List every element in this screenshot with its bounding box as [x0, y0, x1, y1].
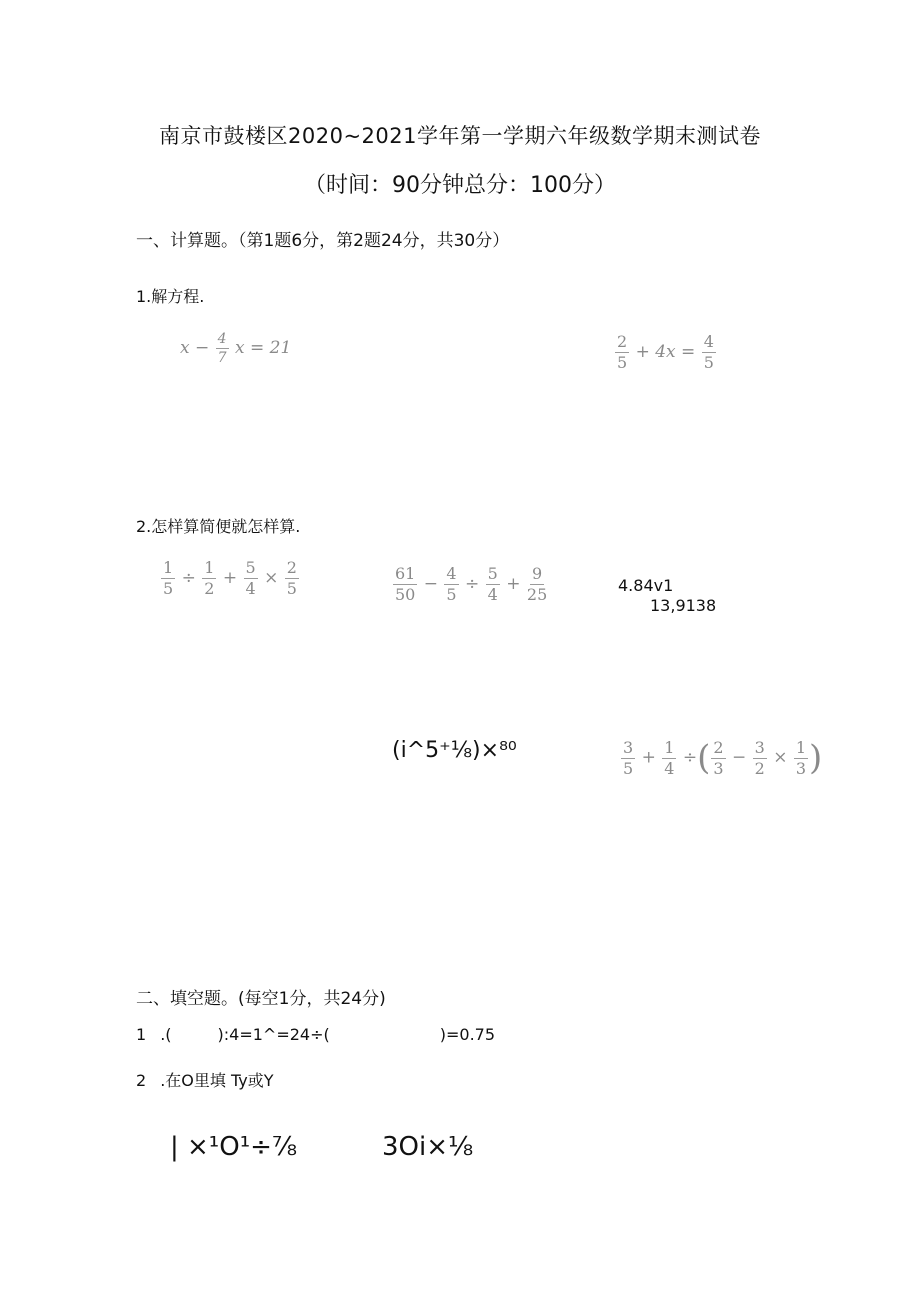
exam-info: （时间：90分钟总分：100分） — [304, 173, 616, 198]
question-1-label: 1.解方程. — [136, 287, 205, 306]
expression-3-line-2: 13,9138 — [650, 596, 717, 615]
compare-expression-1: | ×¹O¹÷⅞ — [170, 1132, 298, 1162]
expression-1: $\frac{1}{5}$ ÷ $\frac{1}{2}$ + $\frac{5}{4}$ × $\frac{2}{5}$ — [163, 558, 297, 598]
equation-1: x − $\frac{4}{7}$ x = 21 — [180, 331, 292, 366]
question-2-label: 2.怎样算简便就怎样算. — [136, 517, 301, 536]
section-2-heading: 二、填空题。(每空1分，共24分) — [136, 989, 386, 1009]
fill-question-1: 1 .( ):4=1^=24÷( )=0.75 — [136, 1025, 496, 1044]
expression-3-line-1: 4.84v1 — [618, 576, 674, 595]
equation-2: $\frac{2}{5}$ + 4x = $\frac{4}{5}$ — [617, 332, 714, 372]
section-1-heading: 一、计算题。（第1题6分，第2题24分，共30分） — [136, 231, 510, 251]
expression-5: $\frac{3}{5}$ + $\frac{1}{4}$ ÷( $\frac{2}{3}$ − $\frac{3}{2}$ × $\frac{1}{3}$ ) — [623, 737, 823, 778]
page-title: 南京市鼓楼区2020~2021学年第一学期六年级数学期末测试卷 — [159, 124, 761, 148]
compare-expression-2: 3Oi×⅛ — [382, 1132, 474, 1162]
expression-2: $\frac{61}{50}$ − $\frac{4}{5}$ ÷ $\frac{5}{4}$ + $\frac{9}{25}$ — [395, 564, 548, 604]
expression-4: (i^5⁺⅛)×⁸⁰ — [392, 738, 517, 763]
fill-question-2: 2 .在O里填 Ty或Y — [136, 1071, 274, 1090]
